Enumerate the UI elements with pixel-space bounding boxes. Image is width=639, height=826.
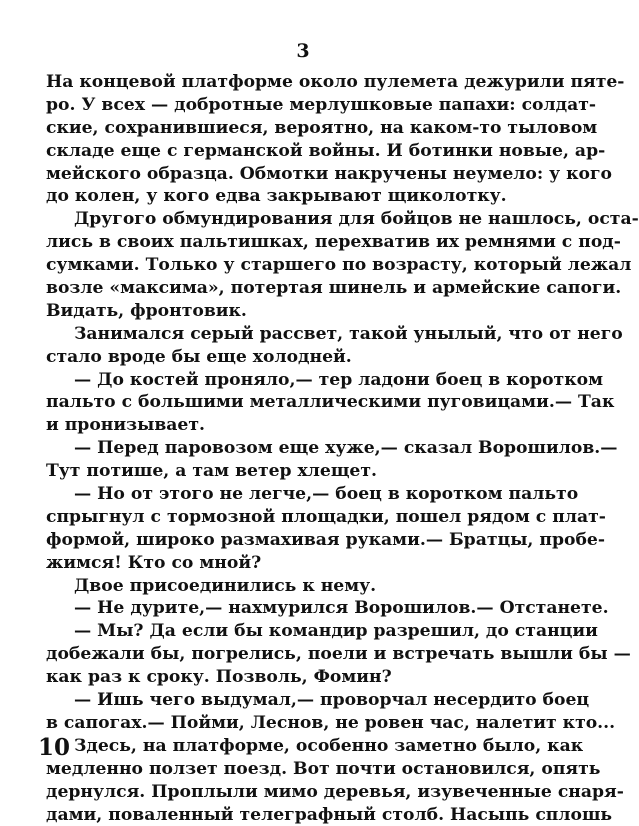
text-line: лись в своих пальтишках, перехватив их ремнями с под- xyxy=(46,231,560,254)
text-line: в сапогах.— Пойми, Леснов, не ровен час, налетит кто... xyxy=(46,712,560,735)
page-number: 10 xyxy=(38,734,70,761)
text-line: медленно ползет поезд. Вот почти остановился, опять xyxy=(46,758,560,781)
text-line: сумками. Только у старшего по возрасту, который лежал xyxy=(46,254,560,277)
text-line: Видать, фронтовик. xyxy=(46,300,560,323)
text-line: формой, широко размахивая руками.— Братцы, пробе- xyxy=(46,529,560,552)
text-line: На концевой платформе около пулемета дежурили пяте- xyxy=(46,71,560,94)
text-line: Тут потише, а там ветер хлещет. xyxy=(46,460,560,483)
text-line: Здесь, на платформе, особенно заметно было, как xyxy=(46,735,560,758)
text-line: — До костей проняло,— тер ладони боец в коротком xyxy=(46,369,560,392)
text-line: — Перед паровозом еще хуже,— сказал Ворошилов.— xyxy=(46,437,560,460)
text-line: спрыгнул с тормозной площадки, пошел рядом с плат- xyxy=(46,506,560,529)
text-line: Занимался серый рассвет, такой унылый, что от него xyxy=(46,323,560,346)
text-line: как раз к сроку. Позволь, Фомин? xyxy=(46,666,560,689)
text-line: ро. У всех — добротные мерлушковые папахи: солдат- xyxy=(46,94,560,117)
text-line: мейского образца. Обмотки накручены неумело: у кого xyxy=(46,163,560,186)
text-line: дернулся. Проплыли мимо деревья, изувеченные снаря- xyxy=(46,781,560,804)
text-line: стало вроде бы еще холодней. xyxy=(46,346,560,369)
text-line: Двое присоединились к нему. xyxy=(46,575,560,598)
text-line: до колен, у кого едва закрывают щиколотку. xyxy=(46,185,560,208)
text-line: — Ишь чего выдумал,— проворчал несердито боец xyxy=(46,689,560,712)
text-line: возле «максима», потертая шинель и армейские сапоги. xyxy=(46,277,560,300)
chapter-number: 3 xyxy=(0,40,606,62)
text-line: жимся! Кто со мной? xyxy=(46,552,560,575)
text-line: — Мы? Да если бы командир разрешил, до станции xyxy=(46,620,560,643)
text-line: складе еще с германской войны. И ботинки новые, ар- xyxy=(46,140,560,163)
text-line: пальто с большими металлическими пуговицами.— Так xyxy=(46,391,560,414)
text-line: Другого обмундирования для бойцов не нашлось, оста- xyxy=(46,208,560,231)
body-text xyxy=(46,71,560,826)
text-line: ские, сохранившиеся, вероятно, на каком-то тыловом xyxy=(46,117,560,140)
text-line: дами, поваленный телеграфный столб. Насыпь сплошь xyxy=(46,804,560,826)
text-line: — Но от этого не легче,— боец в коротком пальто xyxy=(46,483,560,506)
text-line: добежали бы, погрелись, поели и встречать вышли бы — xyxy=(46,643,560,666)
text-line: и пронизывает. xyxy=(46,414,560,437)
text-line: — Не дурите,— нахмурился Ворошилов.— Отстанете. xyxy=(46,597,560,620)
